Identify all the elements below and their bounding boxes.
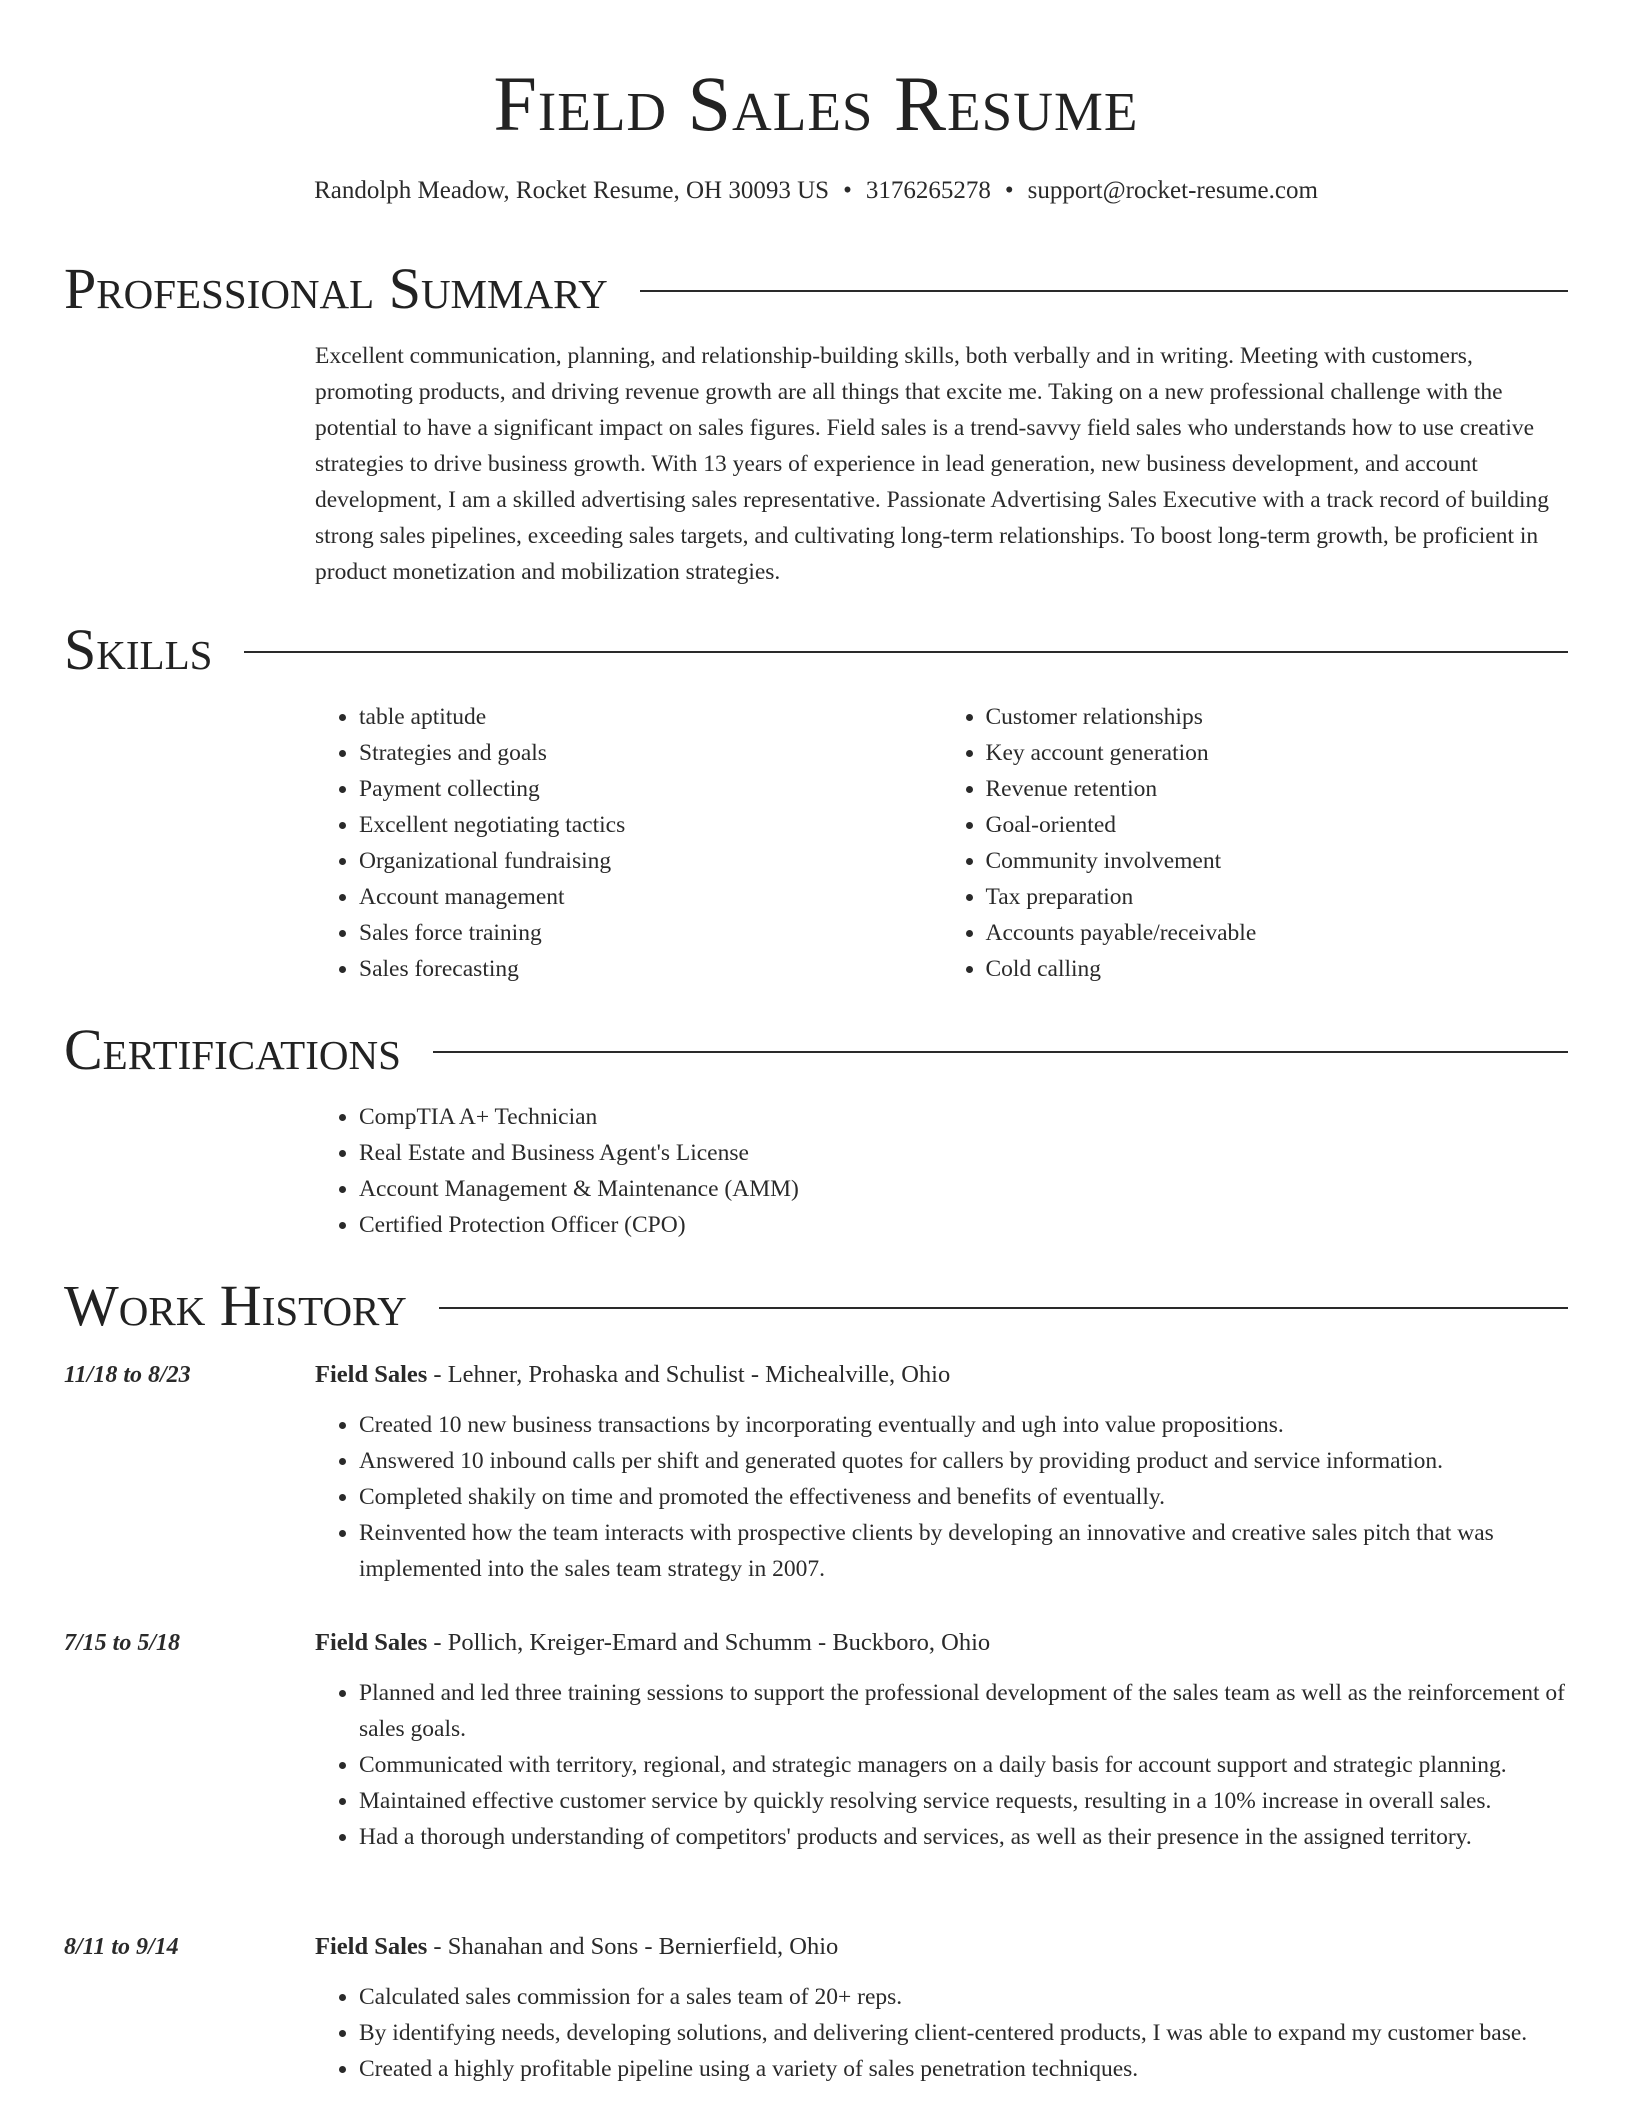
job-bullet: • Answered 10 inbound calls per shift and generated quotes for callers by providing product and service information. — [359, 1443, 1568, 1479]
job-bullets — [315, 1675, 1568, 1855]
summary-text: Excellent communication, planning, and relationship-building skills, both verbally and in writing. Meeting with customers, promoting products, and driving revenue growth are all things that excite me. Taking on a new professional challenge with the potential to have a significant impact on sales figures. Field sales is a trend-savvy field sales who understands how to use creative strategies to drive business growth. With 13 years of experience in lead generation, new business development, and account development, I am a skilled advertising sales representative. Passionate Advertising Sales Executive with a track record of building strong sales pipelines, exceeding sales targets, and cultivating long-term relationships. To boost long-term growth, be proficient in product monetization and mobilization strategies. — [315, 343, 1550, 585]
skills-column-left — [315, 699, 942, 987]
job-bullet: • Had a thorough understanding of competitors' products and services, as well as their presence in the assigned territory. — [359, 1819, 1568, 1855]
skill-item: • Excellent negotiating tactics — [359, 807, 942, 843]
section-divider — [433, 1051, 1568, 1053]
section-divider — [640, 290, 1568, 292]
job-title: Field Sales — [315, 1629, 428, 1656]
job-employer: - Lehner, Prohaska and Schulist - Michealville, Ohio — [427, 1361, 951, 1388]
skill-item: • Accounts payable/receivable — [986, 915, 1569, 951]
job-bullet: • Calculated sales commission for a sales team of 20+ reps. — [359, 1979, 1568, 2015]
contact-separator: • — [843, 177, 852, 204]
skill-item: • Strategies and goals — [359, 735, 942, 771]
job-dates: 7/15 to 5/18 — [64, 1630, 181, 1656]
skill-item: • Organizational fundraising — [359, 843, 942, 879]
skill-item: • table aptitude — [359, 699, 942, 735]
certification-item: • CompTIA A+ Technician — [359, 1099, 1568, 1135]
job-bullet: • Reinvented how the team interacts with prospective clients by developing an innovative and creative sales pitch that was implemented into the sales team strategy in 2007. — [359, 1515, 1568, 1587]
section-divider — [439, 1307, 1568, 1309]
contact-email: support@rocket-resume.com — [1027, 177, 1318, 204]
job-title: Field Sales — [315, 1361, 428, 1388]
contact-separator: • — [1004, 177, 1014, 204]
certifications-section-header — [64, 1015, 1568, 1085]
job-bullet: • Created a highly profitable pipeline using a variety of sales penetration techniques. — [359, 2051, 1568, 2087]
work-section-header — [64, 1271, 1568, 1341]
job-bullet: • Planned and led three training sessions to support the professional development of the sales team as well as the reinforcement of sales goals. — [359, 1675, 1568, 1747]
certification-item: • Account Management & Maintenance (AMM) — [359, 1171, 1568, 1207]
job-heading — [315, 1929, 838, 1965]
summary-section-header — [64, 254, 1568, 324]
skill-item: • Revenue retention — [986, 771, 1569, 807]
skills-section-header — [64, 615, 1568, 685]
job-bullets — [315, 1407, 1568, 1587]
skill-item: • Community involvement — [986, 843, 1569, 879]
skill-item: • Customer relationships — [986, 699, 1569, 735]
job-heading — [315, 1357, 950, 1393]
skills-heading: Skills — [64, 617, 213, 682]
job-bullets — [315, 1979, 1568, 2087]
job-bullet: • Completed shakily on time and promoted the effectiveness and benefits of eventually. — [359, 1479, 1568, 1515]
skill-item: • Tax preparation — [986, 879, 1569, 915]
certifications-heading: Certifications — [64, 1017, 401, 1082]
skills-column-right — [942, 699, 1569, 987]
skill-item: • Key account generation — [986, 735, 1569, 771]
work-heading: Work History — [64, 1273, 407, 1338]
job-bullet: • Maintained effective customer service by quickly resolving service requests, resulting in a 10% increase in overall sales. — [359, 1783, 1568, 1819]
job-bullet: • Created 10 new business transactions by incorporating eventually and ugh into value propositions. — [359, 1407, 1568, 1443]
job-employer: - Pollich, Kreiger-Emard and Schumm - Buckboro, Ohio — [427, 1629, 991, 1656]
job-bullet: • By identifying needs, developing solutions, and delivering client-centered products, I was able to expand my customer base. — [359, 2015, 1568, 2051]
certification-item: • Real Estate and Business Agent's License — [359, 1135, 1568, 1171]
summary-heading: Professional Summary — [64, 256, 608, 321]
contact-line — [64, 173, 1568, 209]
section-divider — [244, 651, 1568, 653]
skills-list — [315, 699, 1568, 987]
job-bullet: • Communicated with territory, regional, and strategic managers on a daily basis for account support and strategic planning. — [359, 1747, 1568, 1783]
job-title: Field Sales — [315, 1933, 428, 1960]
job-heading — [315, 1625, 990, 1661]
job-employer: - Shanahan and Sons - Bernierfield, Ohio — [427, 1933, 839, 1960]
skill-item: • Payment collecting — [359, 771, 942, 807]
skill-item: • Sales force training — [359, 915, 942, 951]
skill-item: • Sales forecasting — [359, 951, 942, 987]
contact-phone: 3176265278 — [865, 177, 991, 204]
certifications-list — [315, 1099, 1568, 1243]
job-dates: 8/11 to 9/14 — [64, 1934, 179, 1960]
job-dates: 11/18 to 8/23 — [64, 1362, 191, 1388]
resume-title: Field Sales Resume — [493, 60, 1139, 147]
skill-item: • Cold calling — [986, 951, 1569, 987]
skill-item: • Goal-oriented — [986, 807, 1569, 843]
certification-item: • Certified Protection Officer (CPO) — [359, 1207, 1568, 1243]
contact-address: Randolph Meadow, Rocket Resume, OH 30093 US — [314, 177, 830, 204]
skill-item: • Account management — [359, 879, 942, 915]
